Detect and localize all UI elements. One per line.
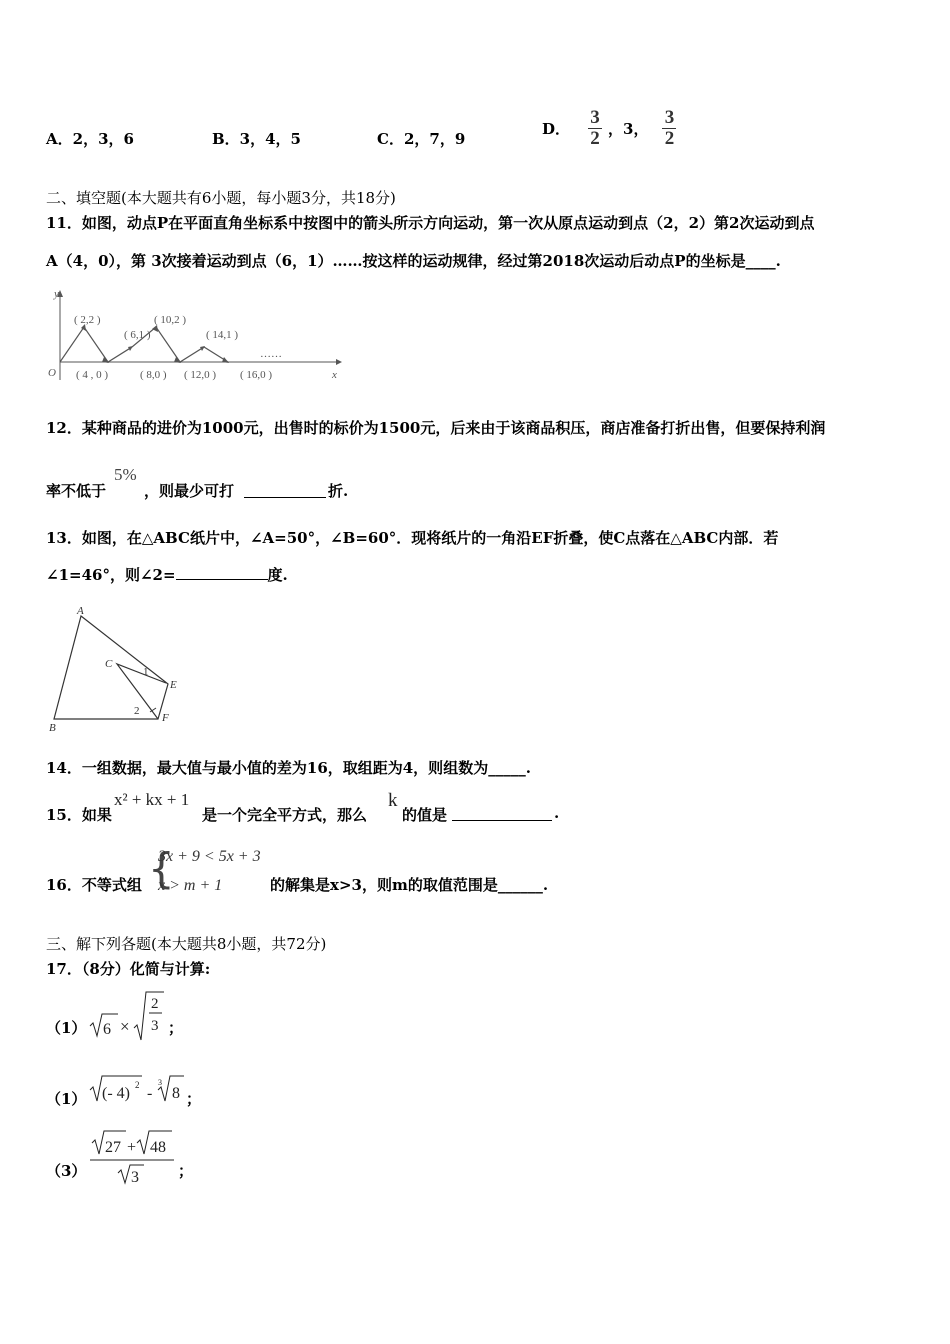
- vertex-a-label: A: [77, 605, 84, 617]
- variable-k: k: [388, 790, 398, 811]
- label-10-2: ( 10,2 ): [154, 314, 187, 326]
- svg-text:3: 3: [158, 1078, 162, 1087]
- svg-text:(- 4): (- 4): [102, 1085, 130, 1102]
- answer-blank: [176, 565, 268, 580]
- ellipsis: ……: [260, 348, 282, 360]
- svg-text:-: -: [147, 1085, 153, 1102]
- brace: {: [148, 844, 175, 893]
- svg-text:6: 6: [103, 1021, 111, 1038]
- q17-part3-expression: [88, 1127, 178, 1187]
- inequality-2: x > m + 1: [158, 877, 223, 894]
- q11-line2: A（4，0），第 3次接着运动到点（6，1）……按这样的运动规律，经过第2018次运动后动点P的坐标是____.: [46, 252, 781, 270]
- angle-2-label: 2: [134, 705, 140, 717]
- svg-text:27: 27: [105, 1139, 121, 1156]
- answer-blank: [244, 480, 326, 498]
- svg-text:8: 8: [172, 1085, 180, 1102]
- label-4-0: ( 4 , 0 ): [76, 369, 109, 381]
- q13-text-b: 度.: [267, 566, 288, 584]
- svg-text:3: 3: [131, 1169, 139, 1186]
- point-f-label: F: [162, 712, 169, 724]
- folded-corner: [117, 664, 166, 719]
- q15-suffix: 的值是: [402, 806, 448, 824]
- q12-text-b: ，则最少可打: [144, 482, 235, 500]
- y-axis-label: y: [54, 288, 59, 300]
- q17-part2-end: ；: [186, 1090, 202, 1108]
- svg-text:2: 2: [135, 1080, 140, 1090]
- percent-value: 5%: [114, 465, 137, 484]
- q16-line: [46, 845, 646, 899]
- option-b: B．3，4，5: [212, 130, 301, 148]
- x-axis-label: x: [332, 369, 337, 381]
- label-6-1: ( 6,1 ): [124, 329, 151, 341]
- vertex-c-label: C: [105, 658, 113, 670]
- q13-text-a: ∠1=46°，则∠2=: [46, 566, 176, 584]
- q17-title: 17．（8分）化简与计算:: [46, 960, 211, 978]
- svg-text:+: +: [127, 1139, 137, 1156]
- svg-text:3: 3: [151, 1018, 159, 1034]
- q15-end: .: [554, 804, 560, 822]
- q12-text-a: 率不低于: [46, 482, 107, 500]
- q17-part2-label: （1）: [46, 1090, 87, 1108]
- fraction-numerator: 3: [664, 106, 675, 128]
- option-a: A．2，3，6: [46, 130, 134, 148]
- svg-text:×: ×: [120, 1017, 130, 1036]
- fraction-three-halves-2: [662, 108, 676, 149]
- answer-blank: [452, 804, 552, 821]
- option-d-mid: ，3，: [608, 119, 649, 138]
- label-2-2: ( 2,2 ): [74, 314, 101, 326]
- q17-part1-label: （1）: [46, 1019, 87, 1037]
- q13-line2: [46, 564, 288, 585]
- quadratic-expression: x² + kx + 1: [114, 790, 190, 809]
- section-heading-solve: 三、解下列各题(本大题共8小题，共72分): [46, 935, 327, 953]
- label-8-0: ( 8,0 ): [140, 369, 167, 381]
- q17-part2-expression: [88, 1072, 188, 1108]
- q14-text: 14．一组数据，最大值与最小值的差为16，取组距为4，则组数为_____.: [46, 759, 531, 777]
- option-d: [542, 103, 676, 153]
- q11-line1: 11．如图，动点P在平面直角坐标系中按图中的箭头所示方向运动，第一次从原点运动到点（2，2）第2次运动到点: [46, 214, 815, 232]
- q16-prefix: 16．不等式组: [46, 876, 142, 894]
- q13-line1: 13．如图，在△ABC纸片中，∠A=50°，∠B=60°．现将纸片的一角沿EF折叠，使C点落在△ABC内部．若: [46, 529, 779, 547]
- fraction-numerator: 3: [590, 106, 600, 128]
- q16-suffix: 的解集是x>3，则m的取值范围是______.: [270, 876, 549, 894]
- q15-prefix: 15．如果: [46, 806, 112, 824]
- inequality-1: 3x + 9 < 5x + 3: [158, 848, 261, 865]
- angle-1-label: 1: [143, 666, 149, 678]
- label-12-0: ( 12,0 ): [184, 369, 217, 381]
- point-e-label: E: [170, 679, 177, 691]
- label-14-1: ( 14,1 ): [206, 329, 239, 341]
- section-heading-fill-blank: 二、填空题(本大题共有6小题，每小题3分，共18分): [46, 189, 396, 207]
- q12-text-c: 折.: [328, 482, 349, 500]
- fraction-denominator: 2: [664, 127, 675, 149]
- q17-part3-label: （3）: [46, 1162, 87, 1180]
- label-16-0: ( 16,0 ): [240, 369, 273, 381]
- q12-line1: 12．某种商品的进价为1000元，出售时的标价为1500元，后来由于该商品积压，商店准备打折出售，但要保持利润: [46, 419, 826, 437]
- q15-middle: 是一个完全平方式，那么: [202, 806, 368, 824]
- option-d-prefix: D．: [542, 119, 571, 138]
- q17-part3-end: ；: [178, 1162, 194, 1180]
- option-c: C．2，7，9: [377, 130, 466, 148]
- vertex-b-label: B: [49, 722, 56, 734]
- svg-text:48: 48: [150, 1139, 166, 1156]
- q11-coordinate-graph: [44, 285, 344, 385]
- fraction-three-halves: [588, 108, 602, 149]
- fraction-denominator: 2: [590, 127, 600, 149]
- q17-part1-expression: [88, 990, 168, 1044]
- q13-triangle-figure: [44, 600, 194, 735]
- origin-label: O: [48, 367, 56, 379]
- svg-text:2: 2: [151, 996, 159, 1012]
- q17-part1-end: ；: [168, 1019, 184, 1037]
